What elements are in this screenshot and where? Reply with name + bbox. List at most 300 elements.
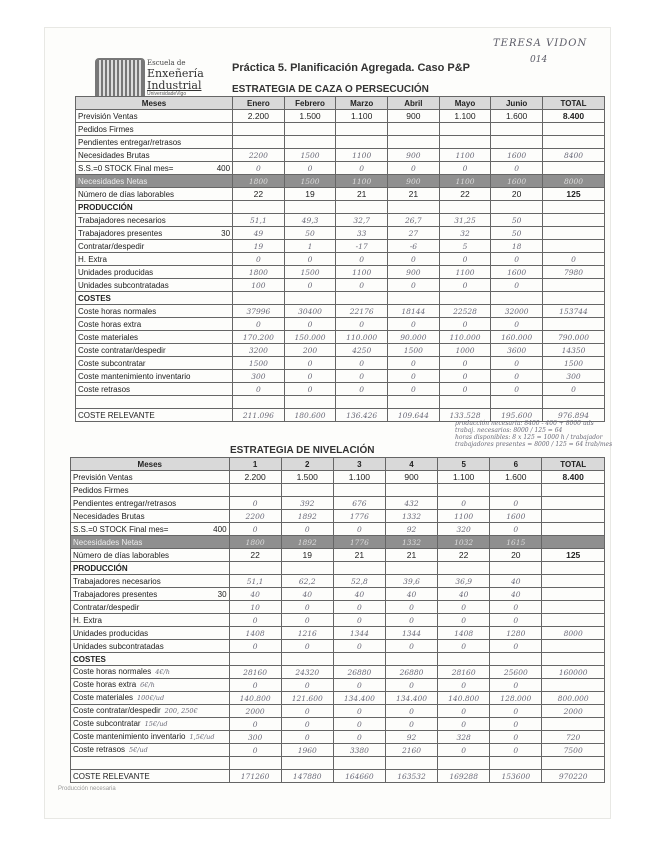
column-header: 5	[438, 458, 490, 471]
table-cell	[439, 136, 491, 149]
table-cell: 153744	[542, 305, 604, 318]
table-cell	[439, 201, 491, 214]
table-cell: 0	[388, 357, 440, 370]
table-cell: 0	[438, 614, 490, 627]
table-cell: 1960	[281, 744, 333, 757]
table-cell: 125	[542, 188, 604, 201]
table-cell: 49,3	[284, 214, 336, 227]
table-cell: 0	[229, 744, 281, 757]
table-cell: 0	[439, 357, 491, 370]
row-note: 6€/h	[140, 681, 155, 689]
row-label	[76, 383, 233, 396]
table-cell: 22	[233, 188, 285, 201]
row-label-text: Unidades producidas	[73, 628, 149, 638]
row-label-text: Número de días laborables	[73, 550, 170, 560]
table-row	[71, 549, 605, 562]
table-cell: 40	[333, 588, 385, 601]
table-cell: 0	[385, 679, 437, 692]
table-cell: 1800	[233, 175, 285, 188]
table-cell: 720	[542, 731, 605, 744]
table-cell	[438, 484, 490, 497]
table-cell: 1.500	[284, 110, 336, 123]
table-cell: 1100	[336, 149, 388, 162]
table-cell	[542, 640, 605, 653]
column-header: 1	[229, 458, 281, 471]
table-cell: 790.000	[542, 331, 604, 344]
table-cell: 0	[388, 318, 440, 331]
table-cell: 0	[229, 497, 281, 510]
table-cell: 1344	[385, 627, 437, 640]
table-cell: 40	[229, 588, 281, 601]
row-label-text: Contratar/despedir	[78, 241, 145, 251]
table-cell: 0	[229, 614, 281, 627]
table-cell: 37996	[233, 305, 285, 318]
table-cell: 0	[229, 523, 281, 536]
table-row	[71, 575, 605, 588]
table-cell: 0	[281, 640, 333, 653]
table-cell: 1600	[491, 175, 543, 188]
table-row	[71, 588, 605, 601]
table-cell	[233, 123, 285, 136]
table-row	[71, 666, 605, 679]
table-cell: 49	[233, 227, 285, 240]
table-cell: 25600	[490, 666, 542, 679]
table-row	[76, 123, 605, 136]
table-cell: 0	[333, 614, 385, 627]
row-extra-value: 30	[221, 228, 231, 238]
table-row	[76, 370, 605, 383]
row-label-text: Pedidos Firmes	[78, 124, 134, 134]
table-cell: 22528	[439, 305, 491, 318]
table-cell: 8400	[542, 149, 604, 162]
table-cell: 160.000	[491, 331, 543, 344]
table-cell: 171260	[229, 770, 281, 783]
table-row	[71, 718, 605, 731]
table-cell: 0	[281, 731, 333, 744]
row-label	[76, 162, 233, 175]
table-cell	[336, 201, 388, 214]
row-label-text: H. Extra	[78, 254, 107, 264]
row-label	[71, 731, 230, 744]
table-cell: 2200	[233, 149, 285, 162]
table-cell	[542, 757, 605, 770]
table-cell	[233, 136, 285, 149]
table-row	[71, 653, 605, 666]
table-row	[76, 318, 605, 331]
table-cell: 1500	[284, 266, 336, 279]
table-row	[76, 214, 605, 227]
table-cell: 2.200	[229, 471, 281, 484]
table-cell	[542, 214, 604, 227]
table-cell	[388, 136, 440, 149]
table-cell	[229, 562, 281, 575]
table-cell: -17	[336, 240, 388, 253]
table-cell: 0	[438, 744, 490, 757]
table-cell: 40	[490, 588, 542, 601]
table-cell: 392	[281, 497, 333, 510]
table-cell: 0	[438, 705, 490, 718]
row-label	[76, 253, 233, 266]
row-note: 100€/ud	[137, 694, 165, 702]
table-row	[71, 601, 605, 614]
table-cell: 62,2	[281, 575, 333, 588]
table-cell: 7980	[542, 266, 604, 279]
table-row	[71, 640, 605, 653]
table-cell: 136.426	[336, 409, 388, 422]
row-label	[76, 409, 233, 422]
table-cell: 0	[439, 253, 491, 266]
table-cell: 0	[333, 523, 385, 536]
table-cell	[333, 484, 385, 497]
row-label	[76, 266, 233, 279]
table-cell	[284, 292, 336, 305]
table-row	[71, 744, 605, 757]
annotation-line: trabaj. necesarios: 8000 / 125 = 64	[455, 427, 563, 434]
column-header: TOTAL	[542, 97, 604, 110]
table-cell: 0	[385, 718, 437, 731]
table-cell: 133.528	[439, 409, 491, 422]
row-label-text: Pendientes entregar/retrasos	[78, 137, 182, 147]
row-label-text: PRODUCCIÓN	[78, 202, 133, 212]
table-cell: 0	[490, 731, 542, 744]
table-cell: 21	[333, 549, 385, 562]
table-cell: 31,25	[439, 214, 491, 227]
table-cell: 328	[438, 731, 490, 744]
table-cell: 20	[491, 188, 543, 201]
table-cell: 1500	[388, 344, 440, 357]
table-cell: 1100	[336, 175, 388, 188]
table-cell: 900	[388, 110, 440, 123]
table-cell: 900	[388, 149, 440, 162]
table-cell: 1.600	[491, 110, 543, 123]
table-cell: 36,9	[438, 575, 490, 588]
table-cell	[491, 201, 543, 214]
table-cell: 211.096	[233, 409, 285, 422]
row-label-text: Pendientes entregar/retrasos	[73, 498, 177, 508]
footnote: Producción necesaria	[58, 786, 116, 792]
row-note: 4€/h	[155, 668, 170, 676]
table-cell: 24320	[281, 666, 333, 679]
row-label-text: COSTE RELEVANTE	[78, 410, 155, 420]
row-label	[71, 757, 230, 770]
table-cell: 0	[336, 318, 388, 331]
table-cell	[439, 123, 491, 136]
column-header: Meses	[76, 97, 233, 110]
table-cell	[333, 757, 385, 770]
table-cell: 0	[490, 497, 542, 510]
logo-line-4: UniversidadeVigo	[147, 91, 187, 97]
table-cell: 22	[438, 549, 490, 562]
row-label-text: Necesidades Netas	[78, 176, 148, 186]
table-row	[71, 627, 605, 640]
table-cell	[229, 757, 281, 770]
table-cell: 0	[284, 357, 336, 370]
column-header: 4	[385, 458, 437, 471]
table-cell: 40	[438, 588, 490, 601]
row-label-text: Coste horas extra	[78, 319, 142, 329]
table-cell: 0	[284, 162, 336, 175]
table-row	[71, 757, 605, 770]
table-cell: 195.600	[491, 409, 543, 422]
table-cell	[542, 240, 604, 253]
table-cell	[542, 201, 604, 214]
table-cell	[284, 396, 336, 409]
column-header: Febrero	[284, 97, 336, 110]
table-cell: 1332	[385, 510, 437, 523]
table-cell: 28160	[438, 666, 490, 679]
table-cell	[542, 227, 604, 240]
table-cell: 0	[490, 614, 542, 627]
row-label-text: Número de días laborables	[78, 189, 175, 199]
table-cell	[491, 396, 543, 409]
table-cell	[542, 510, 605, 523]
row-label-text: Necesidades Brutas	[73, 511, 145, 521]
row-label	[71, 640, 230, 653]
row-label	[76, 292, 233, 305]
row-label	[76, 201, 233, 214]
table-cell: 0	[281, 601, 333, 614]
table-row	[76, 357, 605, 370]
table-cell: 0	[439, 383, 491, 396]
table-cell	[229, 653, 281, 666]
table-cell	[385, 653, 437, 666]
table-cell: 0	[491, 383, 543, 396]
table-cell: 1600	[491, 149, 543, 162]
row-label	[76, 214, 233, 227]
table-cell: 0	[490, 705, 542, 718]
table-cell: 8.400	[542, 110, 604, 123]
table-cell	[439, 396, 491, 409]
table-row	[76, 305, 605, 318]
table-cell: 0	[281, 705, 333, 718]
table-cell: 1100	[439, 266, 491, 279]
table-cell: 432	[385, 497, 437, 510]
row-label	[71, 601, 230, 614]
row-label	[71, 549, 230, 562]
table-cell	[385, 757, 437, 770]
table-cell: 0	[388, 253, 440, 266]
row-label-text: Necesidades Netas	[73, 537, 143, 547]
table-cell: 0	[281, 614, 333, 627]
table-cell	[281, 484, 333, 497]
table-cell: 140.800	[438, 692, 490, 705]
row-label	[71, 718, 230, 731]
table-cell: 2000	[542, 705, 605, 718]
table-row	[71, 731, 605, 744]
table-cell: 1.600	[490, 471, 542, 484]
table-row	[71, 484, 605, 497]
table-cell: 0	[229, 640, 281, 653]
column-header: 6	[490, 458, 542, 471]
row-label	[71, 562, 230, 575]
table-cell	[542, 562, 605, 575]
table-cell: 0	[385, 601, 437, 614]
table-cell: 26880	[385, 666, 437, 679]
row-label-text: Pedidos Firmes	[73, 485, 129, 495]
table-cell	[336, 136, 388, 149]
table-cell: 134.400	[333, 692, 385, 705]
logo-line-2: Enxeñería	[147, 67, 204, 80]
table-row	[76, 240, 605, 253]
row-label-text: Coste horas normales	[78, 306, 157, 316]
table-row	[76, 253, 605, 266]
table-cell: 1408	[229, 627, 281, 640]
table-cell: 0	[284, 383, 336, 396]
row-label	[71, 497, 230, 510]
table-cell: 900	[388, 175, 440, 188]
row-label-text: Coste horas extra	[73, 680, 137, 689]
table-cell: 0	[284, 318, 336, 331]
table-cell: 1800	[233, 266, 285, 279]
table-cell	[233, 396, 285, 409]
table-cell	[284, 136, 336, 149]
table-cell: 128.000	[490, 692, 542, 705]
table-cell	[490, 562, 542, 575]
table-cell: 0	[336, 279, 388, 292]
table-cell: 0	[491, 370, 543, 383]
table-cell	[491, 136, 543, 149]
table-cell: 1500	[542, 357, 604, 370]
table-cell: 8.400	[542, 471, 605, 484]
table-cell: 0	[388, 279, 440, 292]
table-cell: 1892	[281, 510, 333, 523]
row-label	[71, 510, 230, 523]
table-cell	[542, 575, 605, 588]
table-cell: 8000	[542, 627, 605, 640]
table-cell: 125	[542, 549, 605, 562]
row-label	[71, 770, 230, 783]
table-cell: 0	[491, 162, 543, 175]
table-cell: 8000	[542, 175, 604, 188]
table-cell: 92	[385, 523, 437, 536]
table-cell: 1100	[439, 149, 491, 162]
table-cell: 0	[281, 679, 333, 692]
table-row	[71, 497, 605, 510]
table-cell: 0	[284, 370, 336, 383]
table-cell: 0	[284, 279, 336, 292]
table-cell: 0	[542, 383, 604, 396]
row-label	[71, 484, 230, 497]
table-cell: 0	[388, 383, 440, 396]
table-cell: 0	[333, 731, 385, 744]
annotation-line: horas disponibles: 8 x 125 = 1000 h / trabajador	[455, 434, 603, 441]
row-note: 1,5€/ud	[189, 733, 215, 741]
table-row	[71, 692, 605, 705]
table-cell	[336, 123, 388, 136]
table-row	[76, 266, 605, 279]
table-cell: 121.600	[281, 692, 333, 705]
column-header: Abril	[388, 97, 440, 110]
table-cell	[542, 653, 605, 666]
table-cell	[336, 396, 388, 409]
table-row	[71, 523, 605, 536]
row-label	[76, 279, 233, 292]
table-cell: 21	[336, 188, 388, 201]
row-label-text: Previsión Ventas	[73, 472, 133, 482]
table-cell: 153600	[490, 770, 542, 783]
table-cell: 110.000	[336, 331, 388, 344]
row-label-text: Coste materiales	[78, 332, 139, 342]
row-label-text: Trabajadores necesarios	[73, 576, 161, 586]
table-cell: 900	[388, 266, 440, 279]
table-row	[71, 614, 605, 627]
table-cell: 32	[439, 227, 491, 240]
table-cell: 0	[438, 718, 490, 731]
row-label-text: S.S.=0 STOCK Final mes=	[78, 163, 174, 173]
table-cell: 39,6	[385, 575, 437, 588]
table-cell: 0	[229, 718, 281, 731]
table-cell	[388, 123, 440, 136]
table-cell	[490, 757, 542, 770]
table-cell: 169288	[438, 770, 490, 783]
table-cell: 1280	[490, 627, 542, 640]
table-cell: 0	[336, 383, 388, 396]
row-label	[71, 575, 230, 588]
table-cell	[542, 536, 605, 549]
table-cell: 10	[229, 601, 281, 614]
strategy1-table	[75, 96, 605, 422]
table-cell: 5	[439, 240, 491, 253]
row-label	[71, 471, 230, 484]
table-cell: 1.100	[333, 471, 385, 484]
row-label-text: Trabajadores necesarios	[78, 215, 166, 225]
table-cell: 22	[439, 188, 491, 201]
table-cell: 0	[336, 370, 388, 383]
table-cell: 1500	[233, 357, 285, 370]
table-cell: 19	[281, 549, 333, 562]
table-cell: 26880	[333, 666, 385, 679]
table-cell: 1615	[490, 536, 542, 549]
row-label	[71, 614, 230, 627]
row-label-text: PRODUCCIÓN	[73, 563, 128, 573]
table-cell: 0	[439, 370, 491, 383]
table-cell: 22176	[336, 305, 388, 318]
row-label	[71, 536, 230, 549]
table-cell: 0	[490, 601, 542, 614]
table-row	[76, 383, 605, 396]
table-cell	[281, 757, 333, 770]
table-cell	[490, 484, 542, 497]
row-label	[71, 653, 230, 666]
table-cell	[385, 562, 437, 575]
school-logo	[95, 58, 235, 98]
table-cell	[438, 562, 490, 575]
table-cell: 1892	[281, 536, 333, 549]
page-title: Práctica 5. Planificación Agregada. Caso P&P	[232, 62, 471, 74]
table-cell: 0	[491, 357, 543, 370]
table-cell: 0	[385, 614, 437, 627]
table-cell: 0	[490, 744, 542, 757]
table-cell	[284, 123, 336, 136]
strategy2-table	[70, 457, 605, 783]
table-cell: 676	[333, 497, 385, 510]
row-label	[76, 227, 233, 240]
table-cell	[233, 201, 285, 214]
table-cell: 300	[229, 731, 281, 744]
table-cell: 200	[284, 344, 336, 357]
table-cell: 20	[490, 549, 542, 562]
row-label	[76, 305, 233, 318]
row-label-text: Coste contratar/despedir	[73, 706, 161, 715]
table-cell: 0	[336, 162, 388, 175]
table-cell	[281, 562, 333, 575]
author-code: 014	[530, 55, 548, 65]
table-cell	[281, 653, 333, 666]
table-row	[76, 227, 605, 240]
row-label-text: COSTE RELEVANTE	[73, 771, 150, 781]
table-cell: 1332	[385, 536, 437, 549]
table-cell: 40	[281, 588, 333, 601]
